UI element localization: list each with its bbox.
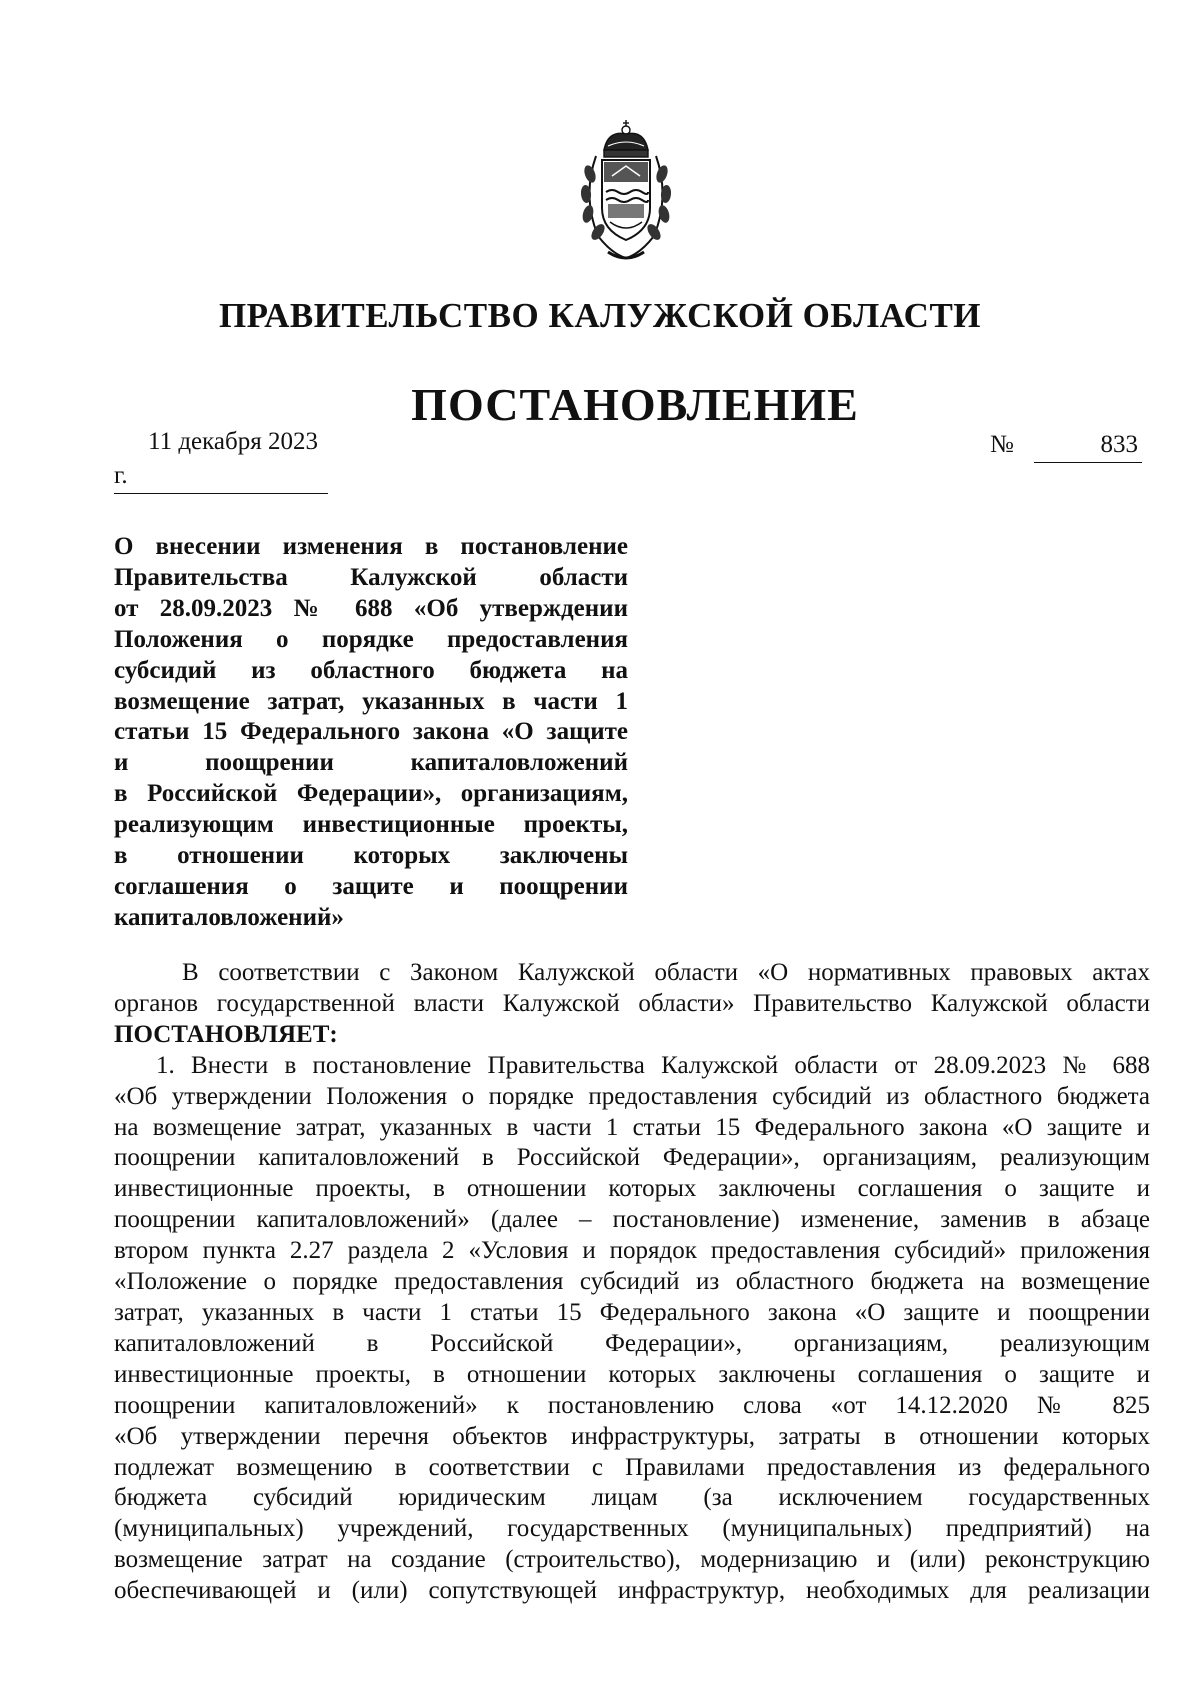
subject-line: капиталовложений» (114, 903, 344, 931)
subject-line: субсидий из областного бюджета на (114, 656, 628, 684)
document-subject (114, 532, 628, 934)
body-line: инвестиционные проекты, в отношении которых заключены соглашения о защите и (114, 1360, 1150, 1388)
body-line: бюджета субсидий юридическим лицам (за исключением государственных (114, 1484, 1150, 1512)
body-line: «Положение о порядке предоставления субсидий из областного бюджета на возмещение (114, 1268, 1150, 1296)
resolution-keyword: ПОСТАНОВЛЯЕТ: (114, 1020, 338, 1048)
body-line: на возмещение затрат, указанных в части 1 статьи 15 Федерального закона «О защите и (114, 1113, 1150, 1141)
subject-line: соглашения о защите и поощрении (114, 872, 628, 900)
body-line: «Об утверждении перечня объектов инфраструктуры, затраты в отношении которых (114, 1422, 1150, 1450)
subject-line: от 28.09.2023 № 688 «Об утверждении (114, 594, 628, 622)
document-date (114, 425, 328, 494)
body-line: возмещение затрат на создание (строительство), модернизацию и (или) реконструкцию (114, 1546, 1150, 1574)
subject-line: Положения о порядке предоставления (114, 625, 628, 653)
number-sign: № (990, 431, 1014, 458)
document-number (990, 428, 1146, 463)
body-line: поощрении капиталовложений» (далее – постановление) изменение, заменив в абзаце (114, 1206, 1150, 1234)
body-line: подлежат возмещению в соответствии с Правилами предоставления из федерального (114, 1453, 1150, 1481)
body-line: обеспечивающей и (или) сопутствующей инфраструктур, необходимых для реализации (114, 1577, 1150, 1605)
body-line: 1. Внести в постановление Правительства Калужской области от 28.09.2023 № 688 (156, 1051, 1150, 1079)
body-line: инвестиционные проекты, в отношении которых заключены соглашения о защите и (114, 1175, 1150, 1203)
subject-line: О внесении изменения в постановление (114, 533, 628, 560)
subject-line: в Российской Федерации», организациям, (114, 780, 628, 808)
kaluga-region-coat-of-arms-icon (568, 116, 684, 266)
subject-line: реализующим инвестиционные проекты, (114, 811, 628, 839)
body-line: (муниципальных) учреждений, государственных (муниципальных) предприятий) на (114, 1515, 1150, 1543)
subject-line: в отношении которых заключены (114, 842, 628, 870)
document-type: ПОСТАНОВЛЕНИЕ (411, 379, 859, 430)
subject-line: статьи 15 Федерального закона «О защите (114, 718, 628, 746)
document-body (114, 958, 1150, 1607)
body-line: поощрении капиталовложений» к постановлению слова «от 14.12.2020 № 825 (114, 1391, 1150, 1419)
government-title: ПРАВИТЕЛЬСТВО КАЛУЖСКОЙ ОБЛАСТИ (218, 296, 982, 335)
subject-line: возмещение затрат, указанных в части 1 (114, 687, 628, 715)
body-line: капиталовложений в Российской Федерации», организациям, реализующим (114, 1329, 1150, 1357)
subject-line: и поощрении капиталовложений (114, 749, 628, 777)
body-line: органов государственной власти Калужской области» Правительство Калужской области (114, 989, 1150, 1017)
body-line: затрат, указанных в части 1 статьи 15 Федерального закона «О защите и поощрении (114, 1298, 1150, 1326)
document-number-value: 833 (1034, 428, 1142, 463)
document-date-value: 11 декабря 2023 г. (114, 428, 318, 489)
subject-line: Правительства Калужской области (114, 563, 628, 591)
body-line: «Об утверждении Положения о порядке предоставления субсидий из областного бюджета (114, 1082, 1150, 1110)
body-line: поощрении капиталовложений в Российской Федерации», организациям, реализующим (114, 1144, 1150, 1172)
body-line: втором пункта 2.27 раздела 2 «Условия и порядок предоставления субсидий» приложения (114, 1237, 1150, 1265)
body-line: В соответствии с Законом Калужской области «О нормативных правовых актах (182, 959, 1150, 986)
